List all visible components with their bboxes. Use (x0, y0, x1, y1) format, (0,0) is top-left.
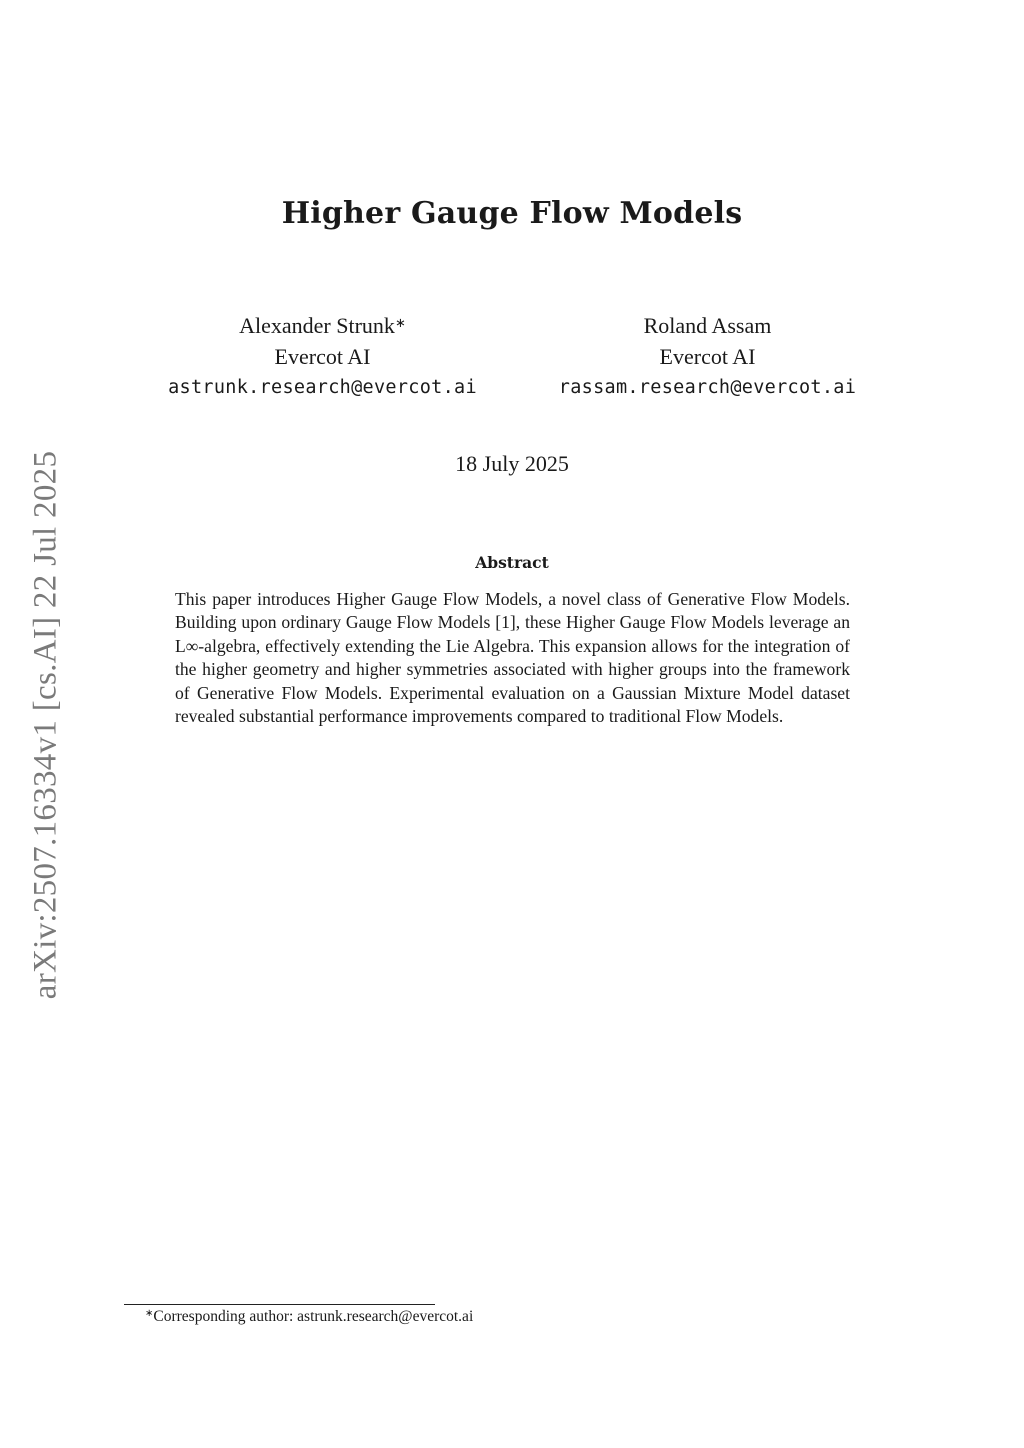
author-block-1 (145, 310, 500, 403)
author-affiliation-1: Evercot AI (274, 344, 371, 369)
author-name-text-2: Roland Assam (643, 313, 772, 338)
paper-title: Higher Gauge Flow Models (281, 196, 743, 231)
arxiv-stamp-text[interactable]: arXiv:2507.16334v1 [cs.AI] 22 Jul 2025 (27, 450, 64, 1000)
footnote-marker: ∗ (145, 1308, 154, 1319)
author-marker-1: ∗ (394, 315, 406, 330)
author-email-1[interactable]: astrunk.research@evercot.ai (168, 377, 477, 398)
author-email-2[interactable]: rassam.research@evercot.ai (558, 377, 857, 398)
author-affiliation-2: Evercot AI (659, 344, 756, 369)
footnote-divider (124, 1304, 435, 1305)
author-name-2 (535, 310, 880, 341)
abstract-heading: Abstract (475, 553, 549, 572)
paper-date: 18 July 2025 (455, 451, 569, 476)
author-name-1 (145, 310, 500, 341)
footnote-text: Corresponding author: astrunk.research@evercot.ai (153, 1308, 474, 1325)
abstract-body: This paper introduces Higher Gauge Flow Models, a novel class of Generative Flow Models. Building upon ordinary Gauge Flow Models [1], these Higher Gauge Flow Models leverage an L∞-algebra, effectively extending the Lie Algebra. This expansion allows for the integration of the higher geometry and higher symmetries associated with higher groups into the framework of Generative Flow Models. Experimental evaluation on a Gaussian Mixture Model dataset revealed substantial performance improvements compared to traditional Flow Models. (175, 589, 850, 727)
author-name-text-1: Alexander Strunk (239, 313, 395, 338)
footnote (145, 1308, 473, 1326)
author-block-2 (535, 310, 880, 403)
